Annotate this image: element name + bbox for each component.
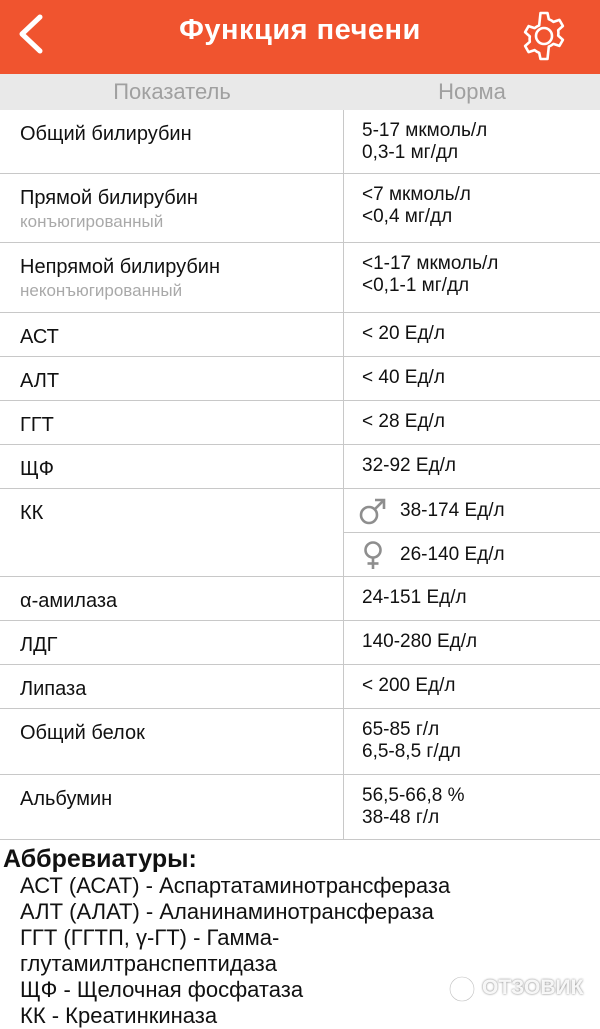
abbreviation-line: ГГТ (ГГТП, γ-ГТ) - Гамма- xyxy=(20,925,280,950)
indicator-name: АСТ xyxy=(20,326,59,348)
norm-line: 32-92 Ед/л xyxy=(362,455,456,476)
table-column-headers xyxy=(0,74,600,110)
table-row[interactable] xyxy=(0,401,600,445)
norm-value xyxy=(362,587,467,609)
abbreviation-line: КК - Креатинкиназа xyxy=(20,1003,218,1028)
chevron-left-icon[interactable] xyxy=(12,12,52,56)
liver-function-table xyxy=(0,110,600,840)
indicator-name: Липаза xyxy=(20,678,87,700)
indicator-subtitle: конъюгированный xyxy=(20,212,164,231)
norm-value xyxy=(362,675,455,697)
abbreviation-line: глутамилтранспептидаза xyxy=(20,951,277,976)
norm-line: 56,5-66,8 % xyxy=(362,785,465,806)
table-row[interactable] xyxy=(0,174,600,243)
norm-value xyxy=(362,184,471,228)
norm-line: 140-280 Ед/л xyxy=(362,631,478,652)
table-row[interactable] xyxy=(0,775,600,840)
female-symbol-icon xyxy=(358,540,388,570)
norm-value xyxy=(362,253,498,297)
table-row[interactable] xyxy=(0,357,600,401)
norm-line: 24-151 Ед/л xyxy=(362,587,467,608)
indicator-name: ЛДГ xyxy=(20,634,58,656)
table-row[interactable] xyxy=(0,577,600,621)
norm-value xyxy=(362,323,445,345)
norm-line: < 200 Ед/л xyxy=(362,675,456,696)
table-row[interactable] xyxy=(0,489,600,577)
watermark-text: ОТЗОВИК xyxy=(482,976,584,999)
table-row[interactable] xyxy=(0,445,600,489)
norm-value xyxy=(362,120,487,164)
page-title: Функция печени xyxy=(179,14,421,46)
norm-value xyxy=(362,719,461,763)
norm-line: 6,5-8,5 г/дл xyxy=(362,741,461,762)
gear-icon[interactable] xyxy=(516,8,572,64)
norm-line: < 20 Ед/л xyxy=(362,323,445,344)
norm-value xyxy=(362,455,456,477)
norm-line: <0,1-1 мг/дл xyxy=(362,275,470,296)
indicator-name: α-амилаза xyxy=(20,590,118,612)
norm-value xyxy=(362,631,477,653)
indicator-name: АЛТ xyxy=(20,370,60,392)
norm-line: < 40 Ед/л xyxy=(362,367,445,388)
indicator-name: Прямой билирубин xyxy=(20,187,198,209)
column-header-indicator: Показатель xyxy=(113,79,231,104)
norm-line: 5-17 мкмоль/л xyxy=(362,120,488,141)
abbreviations-title: Аббревиатуры: xyxy=(3,845,197,873)
table-row[interactable] xyxy=(0,313,600,357)
table-row[interactable] xyxy=(0,621,600,665)
norm-line: <1-17 мкмоль/л xyxy=(362,253,499,274)
norm-line: 65-85 г/л xyxy=(362,719,440,740)
table-row[interactable] xyxy=(0,243,600,313)
norm-line: 0,3-1 мг/дл xyxy=(362,142,459,163)
indicator-name: Альбумин xyxy=(20,788,113,810)
indicator-name: Непрямой билирубин xyxy=(20,256,220,278)
female-norm-cell xyxy=(344,533,600,576)
abbreviation-line: ЩФ - Щелочная фосфатаза xyxy=(20,977,304,1002)
indicator-subtitle: неконъюгированный xyxy=(20,281,183,300)
norm-line: <0,4 мг/дл xyxy=(362,206,453,227)
norm-line: < 28 Ед/л xyxy=(362,411,445,432)
watermark-logo-icon xyxy=(448,975,476,1003)
male-norm-cell xyxy=(344,489,600,533)
table-row[interactable] xyxy=(0,110,600,174)
nav-bar xyxy=(0,0,600,74)
abbreviation-line: АЛТ (АЛАТ) - Аланинаминотрансфераза xyxy=(20,899,434,924)
column-header-norm: Норма xyxy=(438,79,506,104)
indicator-name: КК xyxy=(20,502,44,524)
indicator-name: ЩФ xyxy=(20,458,54,480)
abbreviation-line: АСТ (АСАТ) - Аспартатаминотрансфераза xyxy=(20,873,451,898)
male-norm-value: 38-174 Ед/л xyxy=(400,500,505,521)
male-symbol-icon xyxy=(358,496,388,526)
indicator-name: Общий билирубин xyxy=(20,123,192,145)
otzovik-watermark xyxy=(448,972,594,1008)
norm-value xyxy=(362,785,464,829)
female-norm-value: 26-140 Ед/л xyxy=(400,544,505,565)
norm-line: <7 мкмоль/л xyxy=(362,184,471,205)
watermark-mark: ! xyxy=(458,980,466,999)
table-row[interactable] xyxy=(0,665,600,709)
norm-line: 38-48 г/л xyxy=(362,807,440,828)
norm-value xyxy=(362,367,445,389)
indicator-name: Общий белок xyxy=(20,722,145,744)
indicator-name: ГГТ xyxy=(20,414,54,436)
table-row[interactable] xyxy=(0,709,600,775)
norm-value xyxy=(362,411,445,433)
